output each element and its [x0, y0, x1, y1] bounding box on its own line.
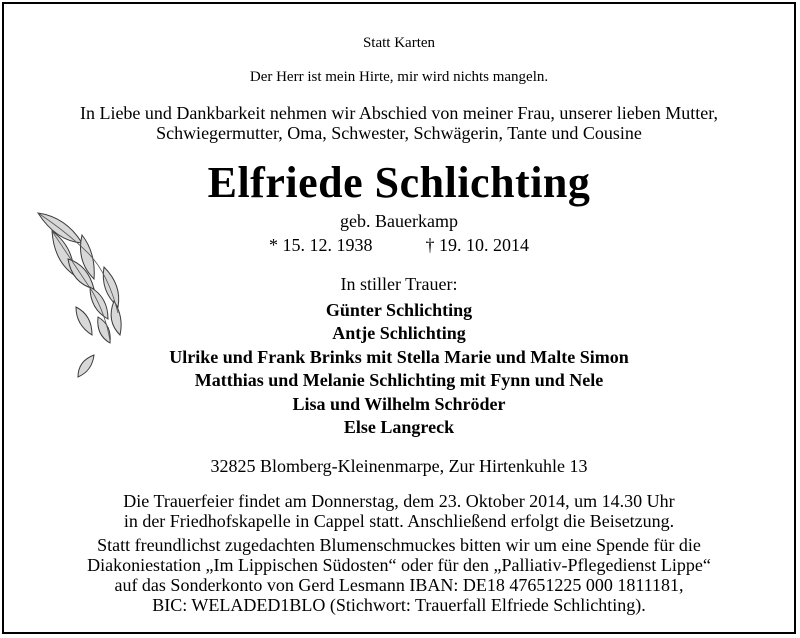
- mourner-item: Antje Schlichting: [332, 323, 466, 344]
- address: 32825 Blomberg-Kleinenmarpe, Zur Hirtenkuhle 13: [210, 456, 588, 476]
- mourner-item: Lisa und Wilhelm Schröder: [292, 393, 506, 414]
- intro-line-1: In Liebe und Dankbarkeit nehmen wir Abschied von meiner Frau, unserer lieben Mutter,: [79, 103, 719, 123]
- psalm-quote: Der Herr ist mein Hirte, mir wird nichts mangeln.: [249, 69, 549, 85]
- donation-line-3: auf das Sonderkonto von Gerd Lesmann IBAN: DE18 47651225 000 1811181,: [114, 575, 684, 595]
- death-date: † 19. 10. 2014: [425, 235, 529, 255]
- mourning-label: In stiller Trauer:: [340, 274, 458, 294]
- mourner-item: Günter Schlichting: [325, 300, 473, 320]
- funeral-line-1: Die Trauerfeier findet am Donnerstag, dem 23. Oktober 2014, um 14.30 Uhr: [123, 491, 675, 511]
- intro-line-2: Schwiegermutter, Oma, Schwester, Schwägerin, Tante und Cousine: [156, 123, 642, 143]
- donation-line-1: Statt freundlichst zugedachten Blumenschmuckes bitten wir um eine Spende für die: [97, 535, 701, 555]
- donation-line-2: Diakoniestation „Im Lippischen Südosten“ oder für den „Palliativ-Pflegedienst Lippe“: [87, 555, 711, 575]
- header-text: Statt Karten: [362, 35, 436, 51]
- mourner-item: Else Langreck: [343, 417, 455, 438]
- mourner-item: Ulrike und Frank Brinks mit Stella Marie und Malte Simon: [169, 346, 629, 367]
- obituary-notice: [2, 2, 796, 634]
- funeral-line-2: in der Friedhofskapelle in Cappel statt. Anschließend erfolgt die Beisetzung.: [123, 511, 675, 531]
- donation-line-4: BIC: WELADED1BLO (Stichwort: Trauerfall Elfriede Schlichting).: [152, 595, 646, 615]
- deceased-name: Elfriede Schlichting: [207, 158, 591, 207]
- birth-date: * 15. 12. 1938: [269, 235, 373, 255]
- mourner-item: Matthias und Melanie Schlichting mit Fynn und Nele: [194, 370, 604, 391]
- maiden-name: geb. Bauerkamp: [340, 211, 458, 231]
- birch-branch-icon: [32, 209, 142, 409]
